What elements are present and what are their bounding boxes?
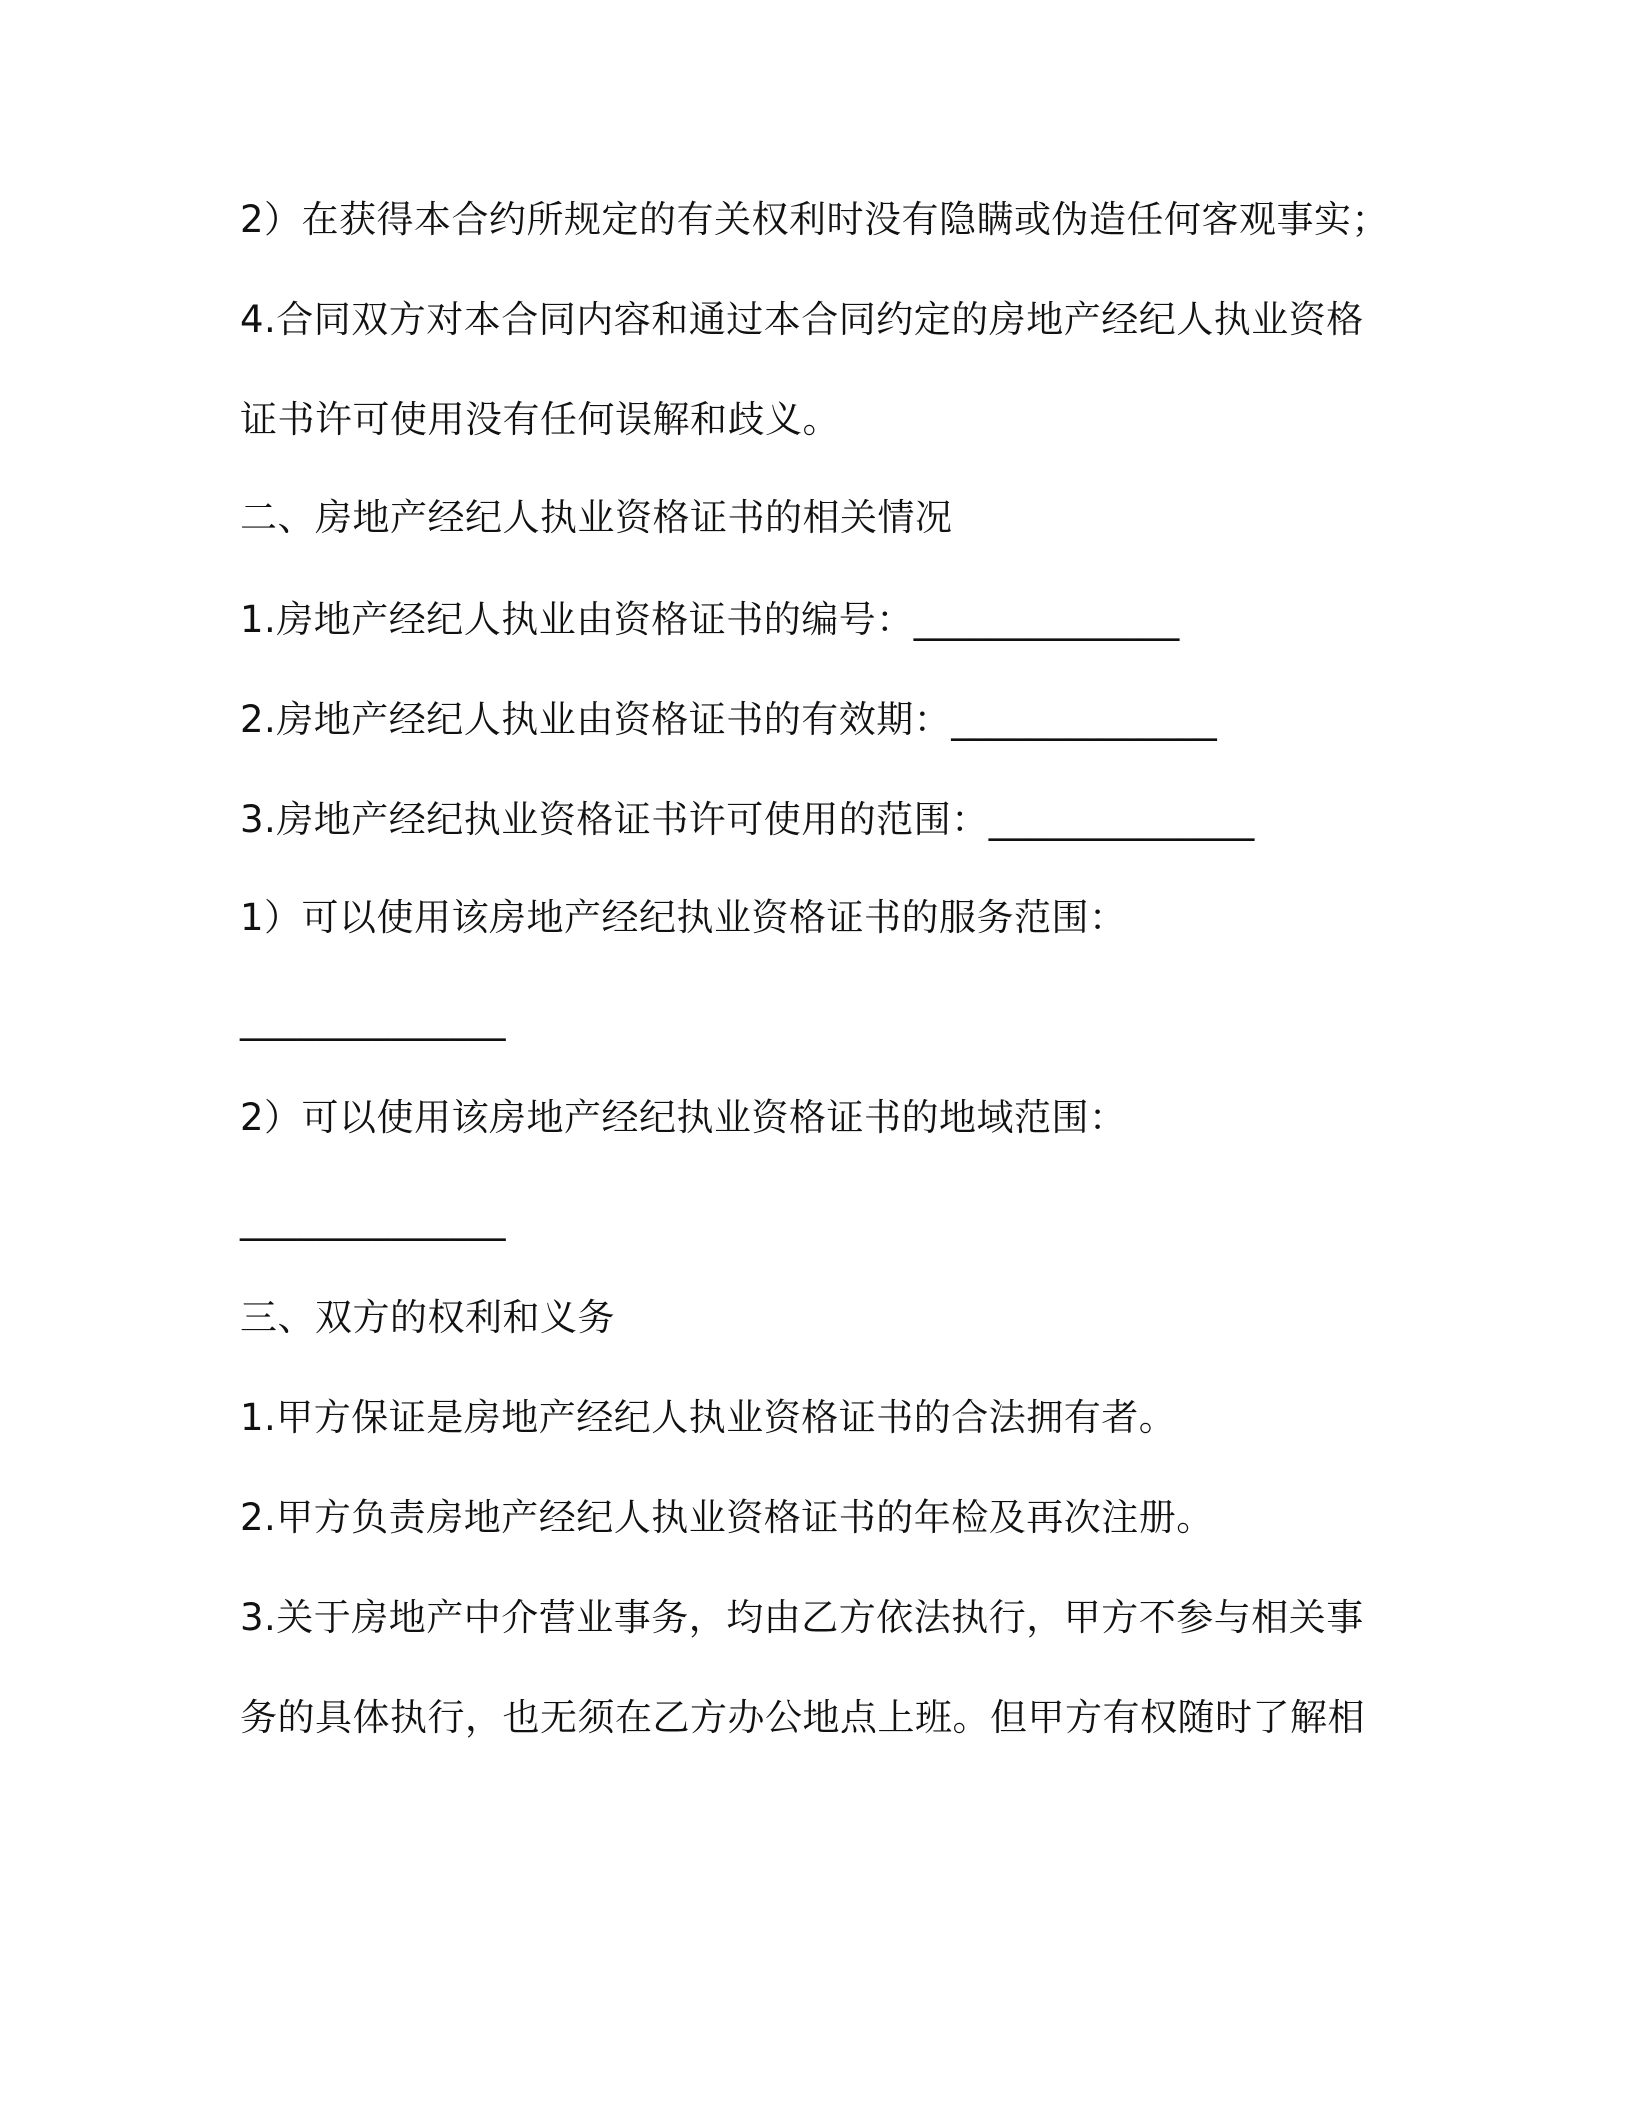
rights-clause-3-line-2: 务的具体执行，也无须在乙方办公地点上班。但甲方有权随时了解相 <box>240 1696 1365 1739</box>
service-scope-label: 1）可以使用该房地产经纪执业资格证书的服务范围： <box>240 896 1127 939</box>
clause-4-line-2: 证书许可使用没有任何误解和歧义。 <box>240 398 840 441</box>
service-scope-blank: ______________ <box>240 998 506 1041</box>
section-2-heading: 二、房地产经纪人执业资格证书的相关情况 <box>240 496 953 539</box>
rights-clause-1: 1.甲方保证是房地产经纪人执业资格证书的合法拥有者。 <box>240 1396 1177 1439</box>
clause-4-line-1: 4.合同双方对本合同内容和通过本合同约定的房地产经纪人执业资格 <box>240 298 1364 341</box>
region-scope-blank: ______________ <box>240 1198 506 1241</box>
rights-clause-2: 2.甲方负责房地产经纪人执业资格证书的年检及再次注册。 <box>240 1496 1214 1539</box>
certificate-scope-field: 3.房地产经纪执业资格证书许可使用的范围：______________ <box>240 798 1255 841</box>
certificate-number-field: 1.房地产经纪人执业由资格证书的编号：______________ <box>240 598 1180 641</box>
section-3-heading: 三、双方的权利和义务 <box>240 1296 615 1339</box>
region-scope-label: 2）可以使用该房地产经纪执业资格证书的地域范围： <box>240 1096 1127 1139</box>
certificate-validity-field: 2.房地产经纪人执业由资格证书的有效期：______________ <box>240 698 1218 741</box>
clause-2-no-concealment: 2）在获得本合约所规定的有关权利时没有隐瞒或伪造任何客观事实； <box>240 198 1390 241</box>
rights-clause-3-line-1: 3.关于房地产中介营业事务，均由乙方依法执行，甲方不参与相关事 <box>240 1596 1364 1639</box>
